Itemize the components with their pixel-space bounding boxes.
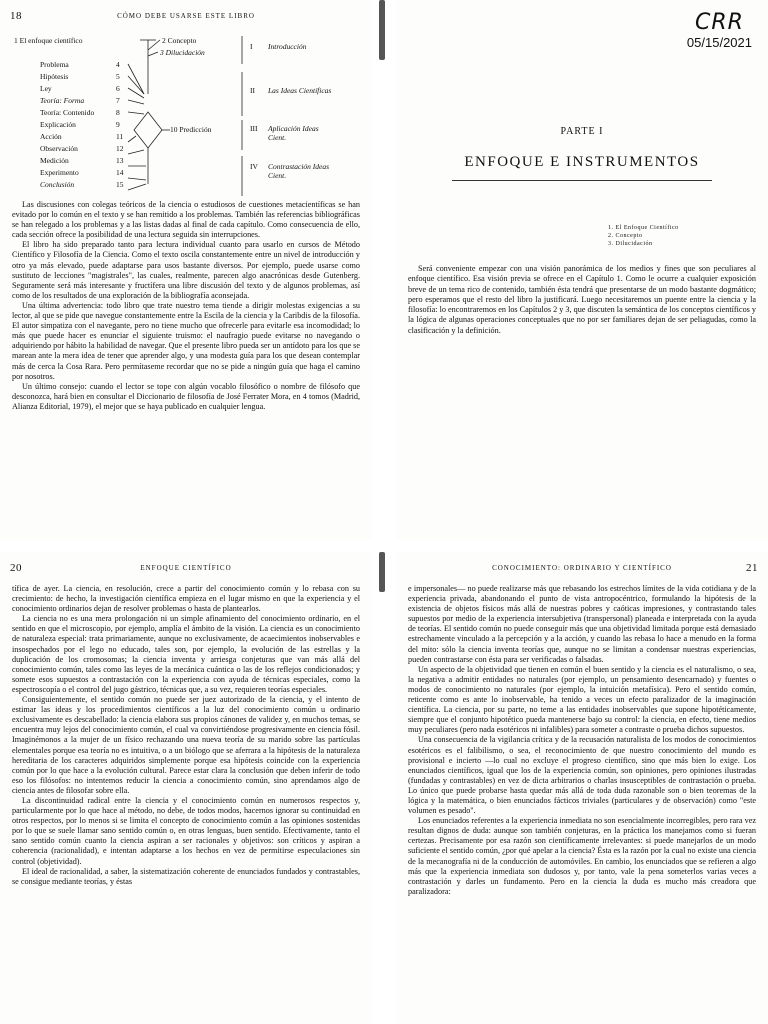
paragraph: La discontinuidad radical entre la ciencia y el conocimiento común en numerosos respectos y, particularmente por lo que hace al método, no debe, de todos modos, hacernos ignorar su continuidad en otros respectos, por lo menos si se limita el concepto de conocimiento común a las opiniones sostenidas por lo que se suele llamar sano sentido común o, en otras lenguas, buen sentido. Efectivamente, tanto el sano sentido común cuanto la ciencia aspiran a ser racionales y objetivos: son críticos y aspiran a coherencia (racionalidad), e intentan adaptarse a los hechos en vez de permitirse especulaciones sin control (objetividad). [12, 795, 360, 866]
part-one-page [396, 0, 768, 540]
toc-item: 2. Concepto [608, 233, 643, 239]
diagram-chapter-label: Experimento [40, 168, 79, 177]
page-number: 21 [746, 562, 758, 574]
diagram-chapter-label: Problema [40, 60, 69, 69]
diagram-chapter-number: 7 [116, 96, 120, 105]
diagram-chapter-label: Teoría: Contenido [40, 108, 95, 117]
part-intro-text [408, 264, 756, 336]
diagram-part-numeral: IV [250, 162, 258, 171]
running-header [10, 564, 362, 572]
page-20 [0, 552, 372, 1024]
paragraph: tífica de ayer. La ciencia, en resolución, crece a partir del conocimiento común y lo rebasa con su crecimiento: de hecho, la investigación científica empieza en el lugar mismo en que la experiencia y el conocimiento ordinarios dejan de resolver problemas o hasta de plantearlos. [12, 584, 360, 614]
diagram-chapter-label: Hipótesis [40, 72, 69, 81]
running-title: ENFOQUE CIENTÍFICO [140, 564, 232, 572]
running-header [10, 12, 362, 20]
stamp-date: 05/15/2021 [686, 35, 752, 50]
paragraph: Los enunciados referentes a la experiencia inmediata no son esencialmente incorregibles, pero rara vez resultan dignos de duda: aunque son también conjeturas, en la práctica los manejamos como si fueran certezas. Precisamente por esa razón son científicamente irrelevantes: si puede manejarlos de un modo suficiente el sentido común, ¿por qué apelar a la ciencia? Ésta es la razón por la cual no existe una ciencia de la mecanografía ni de la conducción de automóviles. En cambio, los enunciados que se refieren a algo más que la experiencia inmediata son dudosos y, por tanto, vale la pena someterlos varias veces a contrastación y darles un fundamento. Pero en la ciencia la duda es mucho más creadora que paralizadora: [408, 816, 756, 896]
diagram-label-dilucidacion: 3 Dilucidación [160, 48, 205, 57]
title-rule [452, 180, 712, 181]
stamp-code: CRR [694, 10, 744, 35]
paragraph: e impersonales— no puede realizarse más que rebasando los estrechos límites de la vida cotidiana y de la experiencia privada, abandonando el punto de vista antropocéntrico, formulando la hipótesis de la existencia de objetos físicos más allá de nuestras pobres y caóticas impresiones, y contrastando tales supuestos por medio de la experiencia intersubjetiva (transpersonal) planeada e interpretada con la ayuda de teorías. El sentido común no puede conseguir más que una objetividad limitada porque está demasiado estrechamente vinculado a la percepción y a la acción, y cuando las rebasa lo hace a menudo en la forma del mito: sólo la ciencia inventa teorías que, aunque no se limitan a condensar nuestras experiencias, pueden contrastarse con ésta para ser verificadas o falsadas. [408, 584, 756, 664]
diagram-chapter-number: 14 [116, 168, 124, 177]
diagram-chapter-label: Conclusión [40, 180, 75, 189]
page-20-text [12, 584, 360, 887]
diagram-chapter-number: 4 [116, 60, 120, 69]
diagram-label-prediccion: 10 Predicción [170, 125, 212, 134]
diagram-part-label: Introducción [268, 42, 307, 51]
paragraph: Un último consejo: cuando el lector se tope con algún vocablo filosófico o nombre de filósofo que desconozca, hará bien en consultar el Diccionario de filosofía de José Ferrater Mora, en 4 tomos (Madrid, Alianza Editorial, 1979), el mejor que se haya publicado en cualquier lengua. [12, 381, 360, 411]
toc-item: 3. Dilucidación [608, 241, 653, 247]
running-title: CÓMO DEBE USARSE ESTE LIBRO [117, 12, 255, 20]
diagram-chapter-number: 12 [116, 144, 124, 153]
diagram-part-label: Las Ideas Científicas [268, 86, 332, 95]
diagram-chapter-number: 8 [116, 108, 120, 117]
paragraph: Una consecuencia de la vigilancia crítica y de la recusación naturalista de los modos de conocimientos esotéricos es el falibilismo, o sea, el reconocimiento de que nuestro conocimiento del mundo es provisional e incierto —lo cual no excluye el progreso científico, sino que más bien lo exige. Los enunciados científicos, igual que los de la experiencia común, son opiniones, pero opiniones ilustradas (fundadas y contrastables) en vez de dicta arbitrarios o charlas insusceptibles de contrastación o prueba. Lo único que puede probarse hasta quedar más allá de toda duda razonable son o bien teoremas de la lógica y la matemática, o bien enunciados fácticos triviales (particulares y de observación) como "este volumen es pesado". [408, 735, 756, 816]
handwritten-stamp [687, 10, 752, 50]
running-title: CONOCIMIENTO: ORDINARIO Y CIENTÍFICO [492, 564, 672, 572]
page-18-text [12, 200, 360, 412]
diagram-chapter-number: 11 [116, 132, 124, 141]
diagram-chapter-number: 9 [116, 120, 120, 129]
diagram-chapter-label: Observación [40, 144, 78, 153]
paragraph: Las discusiones con colegas teóricos de la ciencia o estudiosos de cuestiones metacientíficas se han evitado por lo común en el texto y se han remitido a los problemas. También las referencias bibliográficas se han relegado a los problemas y a las listas dadas al final de cada capítulo. Como consecuencia de ello, cada sección ofrece la posibilidad de una lectura seguida sin interrupciones. [12, 200, 360, 240]
diagram-chapter-number: 5 [116, 72, 120, 81]
binding-shadow-top [379, 0, 385, 60]
toc-item: 1. El Enfoque Científico [608, 225, 679, 231]
paragraph: Una última advertencia: todo libro que trate nuestro tema tiende a dirigir molestas exigencias a su lector, al que se pide que navegue constantemente entre la Escila de la ciencia y la Caribdis de la filosofía. El autor simpatiza con el navegante, pero no tiene mucho que ofrecerle para evitarle esa incomodidad; lo más que puede hacer es enunciar el siguiente truismo: el naufragio puede evitarse no navegando o adquiriendo por hábito la habilidad de navegar. Que el presente libro pueda ser un antídoto para los que se marean ante la mera idea de tener que aprender algo, y una modesta guía para los que desean contemplar más de cerca la Cosa Rara. Pero permítaseme recordar que no se pide a ningún guía que haga el camino por nosotros. [12, 300, 360, 381]
part-contents [608, 224, 679, 248]
paragraph: Será conveniente empezar con una visión panorámica de los medios y fines que son peculiares al enfoque científico. Esa visión previa se ofrece en el Capítulo 1. Como le ocurre a cualquier exposición breve de un tema rico de contenido, también ésta tendrá que presentarse de un modo bastante dogmático; pero esperamos que el resto del libro la justificará. Luego necesitaremos un puente entre la ciencia y la filosofía: lo encontraremos en los Capítulos 2 y 3, que discuten la semántica de los conceptos científicos y la lógica de algunas operaciones conceptuales que no por ser familiares dejan de ser peliagudas, como la clasificación y la definición. [408, 264, 756, 335]
diagram-chapter-label: Medición [40, 156, 69, 165]
diagram-chapter-label: Acción [40, 132, 62, 141]
part-label: PARTE I [560, 126, 604, 137]
paragraph: La ciencia no es una mera prolongación ni un simple afinamiento del conocimiento ordinario, en el sentido en que el microscopio, por ejemplo, amplía el ámbito de la visión. La ciencia es un conocimiento de naturaleza especial: trata primariamente, aunque no exclusivamente, de acaecimientos inobservables e insospechados por el lego no educado, tales son, por ejemplo, la evolución de las estrellas y la duplicación de los cromosomas; la ciencia inventa y arriesga conjeturas que van más allá del conocimiento común, tales como las leyes de la mecánica cuántica o las de los reflejos condicionados; y somete esos supuestos a contrastación con la experiencia con ayuda de técnicas especiales, como la espectroscopía o el control del jugo gástrico, técnicas que, a su vez, requieren teorías especiales. [12, 614, 360, 694]
diagram-chapter-label: Ley [40, 84, 52, 93]
diagram-label-concepto: 2 Concepto [162, 36, 197, 45]
book-structure-diagram [10, 34, 362, 198]
diagram-part-numeral: III [250, 124, 258, 133]
paragraph: El ideal de racionalidad, a saber, la sistematización coherente de enunciados fundados y contrastables, se consigue mediante teorías, y éstas [12, 866, 360, 886]
page-gutter [372, 0, 396, 1024]
diagram-chapter-number: 13 [116, 156, 124, 165]
paragraph: El libro ha sido preparado tanto para lectura individual cuanto para usarlo en cursos de Método Científico y Filosofía de la Ciencia. Como el texto oscila constantemente entre un nivel de introducción y otro ya más elevado, puede adaptarse para usos bastante diversos. Por ejemplo, puede usarse como sustituto de lecciones "magistrales", las cuales, realmente, parecen algo anacrónicas desde Gutenberg. Seguramente será más interesante y fructífera una libre discusión del texto y de algunos problemas, así como de los resultados de una exploración de la bibliografía aconsejada. [12, 240, 360, 300]
page-number: 18 [10, 10, 22, 22]
diagram-chapter-number: 15 [116, 180, 124, 189]
diagram-part-label: Contrastación Ideas Cient. [268, 162, 330, 180]
page-21-text [408, 584, 756, 897]
binding-shadow-bottom [379, 552, 385, 592]
page-21 [396, 552, 768, 1024]
page-number: 20 [10, 562, 22, 574]
part-title: ENFOQUE E INSTRUMENTOS [464, 154, 700, 170]
running-header [406, 564, 758, 572]
diagram-chapter-label: Teoría: Forma [40, 96, 85, 105]
diagram-chapter-number: 6 [116, 84, 120, 93]
paragraph: Consiguientemente, el sentido común no puede ser juez autorizado de la ciencia, y el intento de estimar las ideas y los procedimientos científicos a la luz del conocimiento común u ordinario exclusivamente es descabellado: la ciencia elabora sus propios cánones de validez y, en muchos temas, se encuentra muy lejos del conocimiento común, el cual va convirtiéndose progresivamente en ciencia fósil. Imaginémonos a la mujer de un físico rechazando una nueva teoría de su marido sobre las partículas elementales porque esa teoría no es intuitiva, o a un biólogo que se aferrara a la hipótesis de la naturaleza hereditaria de los caracteres adquiridos simplemente porque esa hipótesis coincide con la experiencia común por lo que hace a la evolución cultural. Parece estar clara la conclusión que deben inferir de todo eso los filósofos: no intentemos reducir la ciencia a conocimiento común, sino aprendamos algo de ciencia antes de filosofar sobre ella. [12, 695, 360, 795]
diagram-label-enfoque: 1 El enfoque científico [14, 36, 83, 45]
diagram-part-numeral: II [250, 86, 255, 95]
diagram-chapter-label: Explicación [40, 120, 76, 129]
page-18 [0, 0, 372, 540]
diagram-part-numeral: I [250, 42, 253, 51]
diagram-part-label: Aplicación Ideas Cient. [268, 124, 319, 142]
paragraph: Un aspecto de la objetividad que tienen en común el buen sentido y la ciencia es el naturalismo, o sea, la negativa a admitir entidades no naturales (por ejemplo, un pensamiento desencarnado) y fuentes o modos de conocimiento no naturales (por ejemplo, la intuición metafísica). Pero el sentido común, reticente como es ante lo inobservable, ha tenido a veces un efecto paralizador de la imaginación científica. La ciencia, por su parte, no teme a las entidades inobservables que supone hipotéticamente, siempre que el conjunto hipotético pueda mantenerse bajo su control: la ciencia, en efecto, tiene medios muy peculiares (pero nada esotéricos ni infalibles) para someter a contraste o prueba dichos supuestos. [408, 664, 756, 735]
